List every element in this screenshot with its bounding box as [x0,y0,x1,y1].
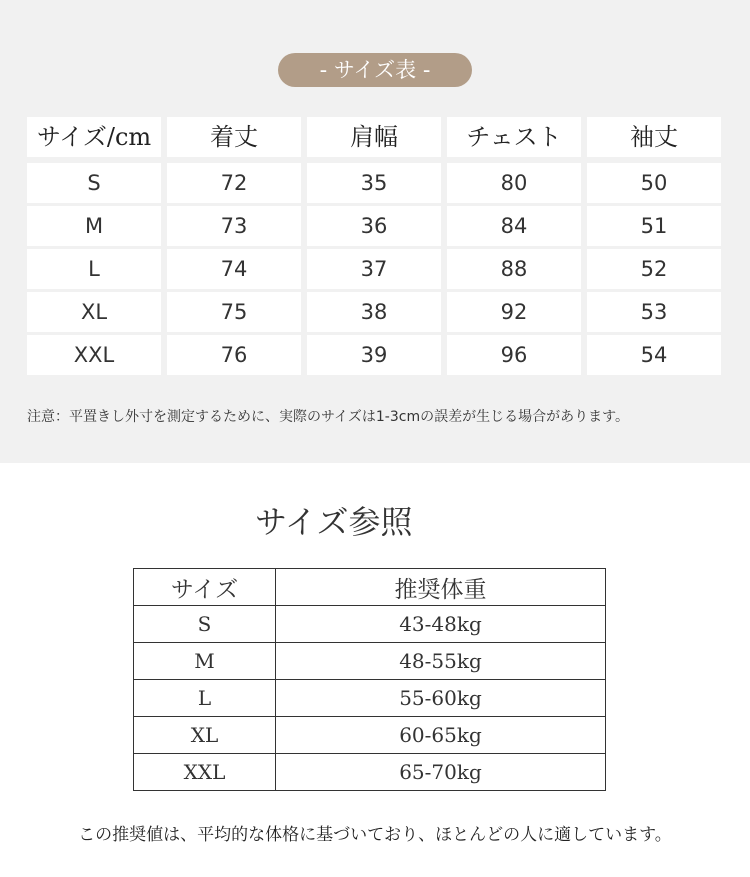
table-row [134,717,606,754]
table-cell: 55-60kg [276,680,606,717]
table-cell: 35 [307,163,441,203]
table-cell: L [27,249,161,289]
table-cell: 51 [587,206,721,246]
table-cell: 43-48kg [276,606,606,643]
table-cell: 50 [587,163,721,203]
table-row [134,680,606,717]
table-cell: XL [134,717,276,754]
table-cell: 60-65kg [276,717,606,754]
header-cell-chest: チェスト [447,117,581,157]
table-header-row [134,569,606,606]
table-cell: 53 [587,292,721,332]
header-cell-weight: 推奨体重 [276,569,606,606]
size-reference-title: サイズ参照 [255,503,413,541]
table-row [134,643,606,680]
table-cell: L [134,680,276,717]
table-cell: M [134,643,276,680]
table-cell: 96 [447,335,581,375]
size-chart-title: - サイズ表 - [278,53,472,87]
header-cell-length: 着丈 [167,117,301,157]
table-cell: 80 [447,163,581,203]
size-reference-table [133,568,606,791]
table-cell: 54 [587,335,721,375]
table-cell: 76 [167,335,301,375]
table-cell: M [27,206,161,246]
table-cell: 73 [167,206,301,246]
header-cell-shoulder: 肩幅 [307,117,441,157]
table-cell: 36 [307,206,441,246]
table-cell: XXL [27,335,161,375]
table-cell: 74 [167,249,301,289]
measurement-note: 注意：平置きし外寸を測定するために、実際のサイズは1-3cmの誤差が生じる場合があります。 [27,409,629,425]
table-cell: 65-70kg [276,754,606,791]
table-cell: XL [27,292,161,332]
header-cell-size: サイズ/cm [27,117,161,157]
table-cell: 92 [447,292,581,332]
table-cell: 52 [587,249,721,289]
table-cell: S [134,606,276,643]
header-cell-sleeve: 袖丈 [587,117,721,157]
table-cell: 39 [307,335,441,375]
table-cell: 75 [167,292,301,332]
table-cell: 72 [167,163,301,203]
table-cell: 48-55kg [276,643,606,680]
table-cell: 37 [307,249,441,289]
table-cell: XXL [134,754,276,791]
table-cell: S [27,163,161,203]
header-cell-size: サイズ [134,569,276,606]
table-cell: 88 [447,249,581,289]
table-cell: 84 [447,206,581,246]
table-row [134,754,606,791]
table-row [134,606,606,643]
recommendation-note: この推奨値は、平均的な体格に基づいており、ほとんどの人に適しています。 [78,825,672,845]
table-cell: 38 [307,292,441,332]
